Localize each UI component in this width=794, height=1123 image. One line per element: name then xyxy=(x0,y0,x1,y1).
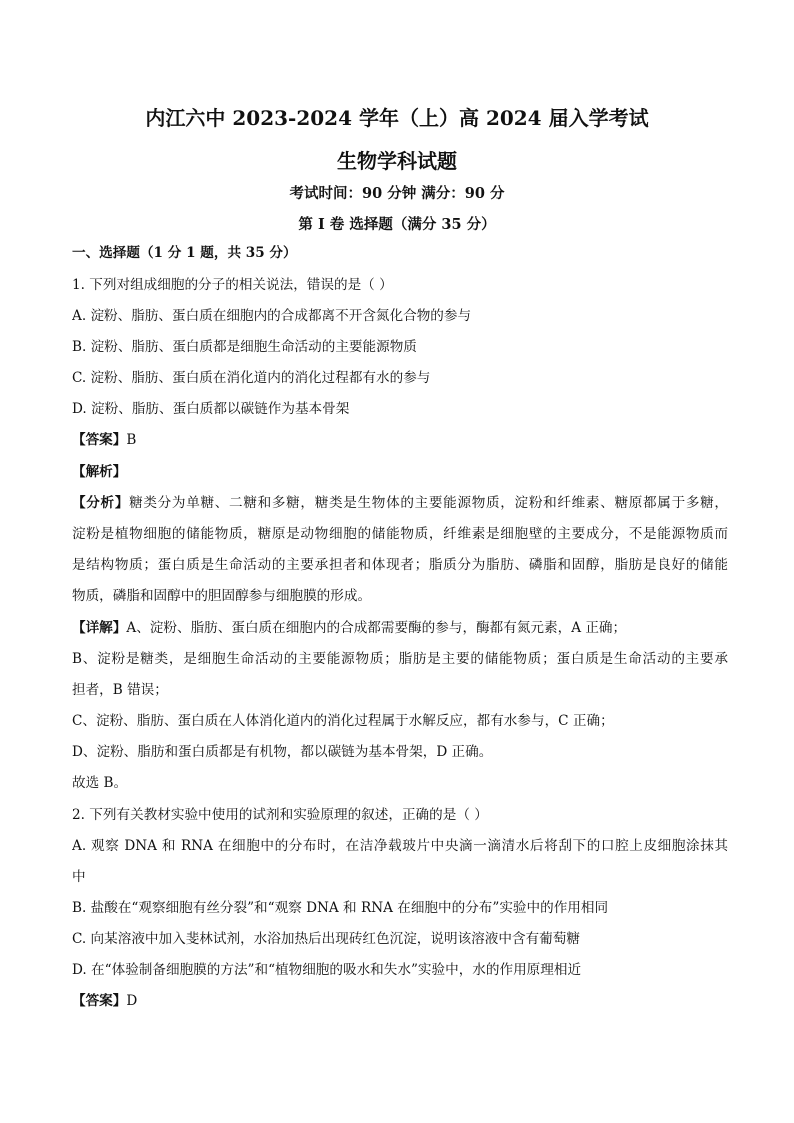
q2-option-d: D. 在“体验制备细胞膜的方法”和“植物细胞的吸水和失水”实验中，水的作用原理相近 xyxy=(72,962,582,978)
q1-xiangjie-line-1 xyxy=(72,618,728,638)
part-title: 第 I 卷 选择题（满分 35 分） xyxy=(298,216,496,233)
q1-option-a: A. 淀粉、脂肪、蛋白质在细胞内的合成都离不开含氮化合物的参与 xyxy=(72,308,472,324)
q1-fenxi-line-4: 物质，磷脂和固醇中的胆固醇参与细胞膜的形成。 xyxy=(72,588,372,604)
answer-tag: 【答案】 xyxy=(72,432,127,448)
q1-option-d: D. 淀粉、脂肪、蛋白质都以碳链作为基本骨架 xyxy=(72,401,350,417)
q1-conclusion: 故选 B。 xyxy=(72,775,128,791)
q1-option-c: C. 淀粉、脂肪、蛋白质在消化道内的消化过程都有水的参与 xyxy=(72,370,431,386)
answer-value: B xyxy=(126,432,137,448)
q2-option-b: B. 盐酸在“观察细胞有丝分裂”和“观察 DNA 和 RNA 在细胞中的分布”实验中的作用相同 xyxy=(72,900,609,916)
q1-stem: 1. 下列对组成细胞的分子的相关说法，错误的是（ ） xyxy=(72,277,393,293)
xiangjie-text: A、淀粉、脂肪、蛋白质在细胞内的合成都需要酶的参与，酶都有氮元素，A 正确； xyxy=(126,620,627,636)
q1-fenxi-line-2: 淀粉是植物细胞的储能物质，糖原是动物细胞的储能物质，纤维素是细胞壁的主要成分，不是能源物质而 xyxy=(72,526,728,542)
q1-option-b: B. 淀粉、脂肪、蛋白质都是细胞生命活动的主要能源物质 xyxy=(72,339,417,355)
q1-xiangjie-line-3: 担者，B 错误； xyxy=(72,682,168,698)
q1-xiangjie-line-5: D、淀粉、脂肪和蛋白质都是有机物，都以碳链为基本骨架，D 正确。 xyxy=(72,744,493,760)
xiangjie-tag: 【详解】 xyxy=(72,620,127,636)
q2-option-a-line-2: 中 xyxy=(72,869,86,885)
fenxi-tag: 【分析】 xyxy=(72,495,130,511)
answer-value: D xyxy=(126,993,138,1009)
q2-stem: 2. 下列有关教材实验中使用的试剂和实验原理的叙述，正确的是（ ） xyxy=(72,807,488,823)
q1-fenxi-line-3: 是结构物质；蛋白质是生命活动的主要承担者和体现者；脂质分为脂肪、磷脂和固醇，脂肪是良好的储能 xyxy=(72,557,728,573)
q2-option-c: C. 向某溶液中加入斐林试剂，水浴加热后出现砖红色沉淀，说明该溶液中含有葡萄糖 xyxy=(72,931,580,947)
section-title: 一、选择题（1 分 1 题，共 35 分） xyxy=(72,245,297,261)
q2-answer xyxy=(72,991,728,1011)
exam-info: 考试时间：90 分钟 满分：90 分 xyxy=(289,185,505,202)
q2-option-a-line-1: A. 观察 DNA 和 RNA 在细胞中的分布时，在洁净载玻片中央滴一滴清水后将刮下的口腔上皮细胞涂抹其 xyxy=(72,838,728,854)
exam-title: 内江六中 2023-2024 学年（上）高 2024 届入学考试 xyxy=(145,106,649,130)
fenxi-text: 糖类分为单糖、二糖和多糖，糖类是生物体的主要能源物质，淀粉和纤维素、糖原都属于多糖， xyxy=(129,495,728,511)
q1-fenxi-line-1 xyxy=(72,493,728,513)
q1-xiangjie-line-4: C、淀粉、脂肪、蛋白质在人体消化道内的消化过程属于水解反应，都有水参与，C 正确； xyxy=(72,713,614,729)
q1-analysis-tag: 【解析】 xyxy=(72,464,127,480)
q1-answer xyxy=(72,430,728,450)
subject-title: 生物学科试题 xyxy=(337,149,457,173)
q1-xiangjie-line-2: B、淀粉是糖类，是细胞生命活动的主要能源物质；脂肪是主要的储能物质；蛋白质是生命活动的主要承 xyxy=(72,651,728,667)
answer-tag: 【答案】 xyxy=(72,993,127,1009)
